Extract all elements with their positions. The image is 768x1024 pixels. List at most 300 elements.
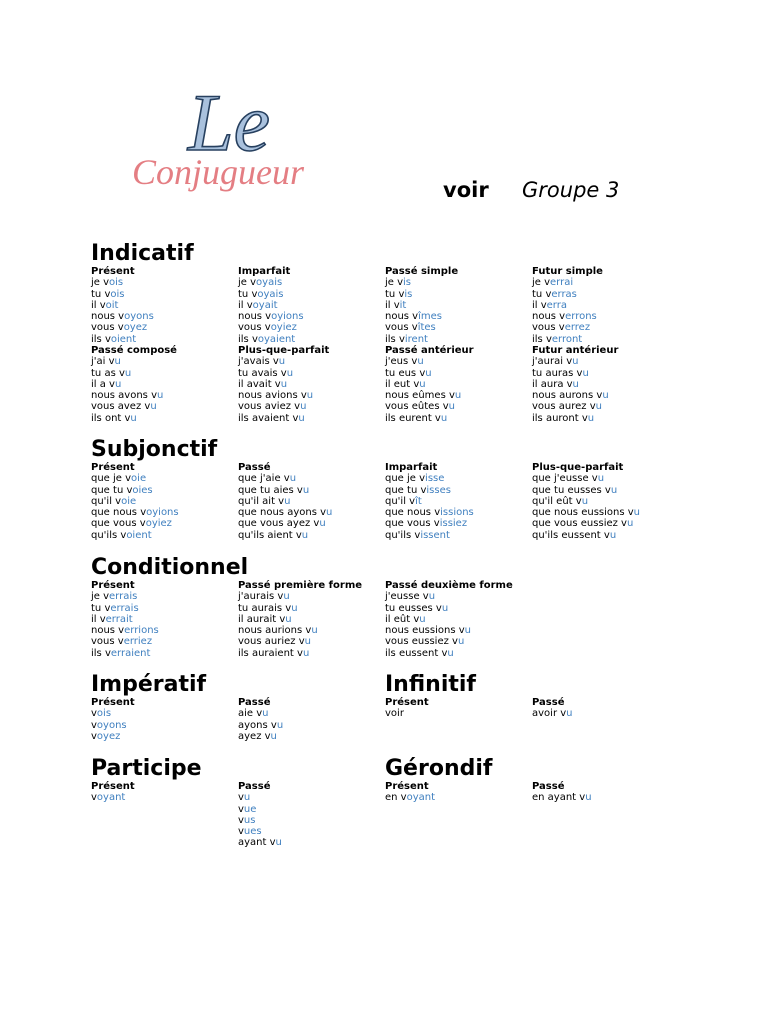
conjugation-line <box>532 530 678 541</box>
conjugation-stem: j'eusse v <box>385 591 429 603</box>
conjugation-stem: qu'ils v <box>385 529 421 541</box>
conjugation-stem: il v <box>385 299 400 311</box>
conjugation-ending: u <box>243 792 251 804</box>
conjugation-line <box>532 413 678 424</box>
conjugation-ending: ois <box>109 277 124 289</box>
conjugation-ending: u <box>609 529 617 541</box>
tense-block <box>532 462 678 541</box>
tense-block <box>91 580 237 659</box>
conjugation-ending: oyiez <box>145 518 172 530</box>
conjugation-stem: je v <box>91 591 110 603</box>
conjugation-stem: ils v <box>385 333 405 345</box>
conjugation-ending: oient <box>126 529 152 541</box>
conjugation-stem: j'aurai v <box>532 356 573 368</box>
conjugation-line <box>91 792 237 803</box>
conjugation-ending: u <box>464 625 471 637</box>
conjugation-stem: ils avaient v <box>238 412 299 424</box>
conjugation-ending: isse <box>425 473 445 485</box>
conjugation-stem: tu auras v <box>532 367 583 379</box>
conjugation-ending: ît <box>415 495 422 507</box>
conjugation-ending: u <box>289 473 297 485</box>
conjugation-line <box>385 530 531 541</box>
conjugation-line <box>238 496 384 507</box>
conjugation-ending: erront <box>551 333 583 345</box>
conjugation-line <box>91 636 237 647</box>
conjugation-stem: tu aurais v <box>238 602 292 614</box>
conjugation-ending: u <box>278 356 286 368</box>
conjugation-line <box>91 277 237 288</box>
conjugation-stem: ils v <box>91 647 111 659</box>
conjugation-line <box>532 708 678 719</box>
conjugation-stem: ils eussent v <box>385 647 448 659</box>
conjugation-ending: erriez <box>123 636 153 648</box>
conjugation-ending: oyons <box>124 311 154 323</box>
conjugation-stem: qu'ils aient v <box>238 529 302 541</box>
conjugation-line <box>532 322 678 333</box>
conjugation-stem: nous eussions v <box>385 625 465 637</box>
conjugation-line <box>238 815 384 826</box>
conjugation-stem: ils v <box>532 333 552 345</box>
conjugation-line <box>238 804 384 815</box>
conjugation-ending: u <box>610 484 618 496</box>
conjugation-ending: is <box>403 277 412 289</box>
conjugation-ending: oit <box>105 299 119 311</box>
conjugation-line <box>385 518 531 529</box>
conjugation-stem: que vous v <box>91 518 146 530</box>
section-gerondif: Gérondif <box>385 756 493 781</box>
conjugation-line <box>238 720 384 731</box>
conjugation-ending: us <box>243 814 256 826</box>
conjugation-ending: oyons <box>96 719 127 731</box>
conjugation-ending: îmes <box>418 311 442 323</box>
tense-name: Plus-que-parfait <box>238 345 330 356</box>
conjugation-ending: u <box>300 401 307 413</box>
conjugation-stem: v <box>238 814 244 826</box>
conjugation-stem: que tu eusses v <box>532 484 611 496</box>
conjugation-line <box>385 485 531 496</box>
conjugation-ending: u <box>572 356 579 368</box>
conjugation-ending: oyions <box>271 311 304 323</box>
conjugation-stem: ils ont v <box>91 412 131 424</box>
conjugation-line <box>532 496 678 507</box>
tense-block <box>238 266 384 345</box>
conjugation-line <box>238 289 384 300</box>
tense-name: Présent <box>385 697 429 708</box>
conjugation-line <box>238 603 384 614</box>
conjugation-ending: errais <box>109 591 138 603</box>
conjugation-ending: u <box>130 412 137 424</box>
conjugation-stem: il v <box>238 299 253 311</box>
conjugation-line <box>532 379 678 390</box>
conjugation-stem: ayez v <box>238 730 271 742</box>
conjugation-ending: u <box>283 591 290 603</box>
le-conjugueur-logo <box>128 80 328 202</box>
conjugation-line <box>238 356 384 367</box>
tense-block <box>91 697 237 742</box>
conjugation-stem: qu'ils eussent v <box>532 529 610 541</box>
conjugation-ending: oyez <box>96 730 121 742</box>
conjugation-ending: u <box>284 495 291 507</box>
conjugation-stem: en v <box>385 792 407 804</box>
conjugation-stem: vous v <box>385 322 418 334</box>
conjugation-stem: v <box>91 719 97 731</box>
conjugation-ending: u <box>286 367 294 379</box>
conjugation-stem: ils eurent v <box>385 412 441 424</box>
conjugation-line <box>532 390 678 401</box>
verb-group: Groupe 3 <box>522 178 620 202</box>
conjugation-line <box>91 496 237 507</box>
tense-block <box>238 781 384 849</box>
conjugation-ending: u <box>114 356 121 368</box>
conjugation-line <box>532 289 678 300</box>
tense-name: Passé <box>238 781 271 792</box>
conjugation-line <box>238 322 384 333</box>
conjugation-ending: errait <box>105 613 133 625</box>
conjugation-line <box>238 591 384 602</box>
conjugation-ending: u <box>587 412 595 424</box>
conjugation-ending: u <box>150 401 157 413</box>
conjugation-line <box>385 708 531 719</box>
tense-name: Passé <box>532 697 565 708</box>
conjugation-line <box>238 625 384 636</box>
conjugation-ending: u <box>114 378 122 390</box>
conjugation-stem: que j'aie v <box>238 473 290 485</box>
conjugation-line <box>532 311 678 322</box>
conjugation-line <box>385 603 531 614</box>
conjugation-line <box>385 413 531 424</box>
conjugation-stem: nous v <box>91 311 125 323</box>
tense-name: Présent <box>385 781 429 792</box>
conjugation-line <box>91 648 237 659</box>
conjugation-stem: je v <box>532 277 551 289</box>
conjugation-stem: nous v <box>532 311 566 323</box>
tense-block <box>238 580 384 659</box>
conjugation-ending: errions <box>124 625 159 637</box>
conjugation-line <box>385 289 531 300</box>
conjugation-stem: il v <box>91 299 106 311</box>
conjugation-ending: issent <box>420 529 450 541</box>
conjugation-line <box>238 708 384 719</box>
tense-block <box>91 781 237 804</box>
tense-block <box>385 697 531 720</box>
verb-title: voir <box>443 178 489 202</box>
conjugation-line <box>532 356 678 367</box>
conjugation-line <box>385 636 531 647</box>
tense-block <box>91 266 237 345</box>
conjugation-ending: u <box>454 390 462 402</box>
conjugation-stem: que j'eusse v <box>532 473 598 485</box>
conjugation-stem: j'eus v <box>385 356 418 368</box>
conjugation-line <box>532 485 678 496</box>
conjugation-stem: ils v <box>238 333 258 345</box>
conjugation-ending: oyez <box>123 322 148 334</box>
conjugation-stem: que vous eussiez v <box>532 518 627 530</box>
conjugation-ending: erras <box>551 288 577 300</box>
conjugation-stem: j'avais v <box>238 356 279 368</box>
conjugation-stem: ils auront v <box>532 412 588 424</box>
conjugation-line <box>91 401 237 412</box>
conjugation-stem: que nous ayons v <box>238 507 327 519</box>
section-infinitif: Infinitif <box>385 672 476 697</box>
conjugation-line <box>238 300 384 311</box>
conjugation-stem: en ayant v <box>532 792 586 804</box>
conjugation-line <box>238 518 384 529</box>
tense-block <box>91 345 237 424</box>
conjugation-stem: vous aurez v <box>532 401 596 413</box>
tense-block <box>532 697 678 720</box>
conjugation-stem: qu'il v <box>385 495 416 507</box>
conjugation-stem: qu'il v <box>91 495 122 507</box>
conjugation-stem: vous v <box>238 322 271 334</box>
tense-block <box>532 345 678 424</box>
conjugation-ending: u <box>319 518 326 530</box>
conjugation-stem: ils v <box>91 333 111 345</box>
conjugation-stem: vous v <box>91 636 124 648</box>
logo-conjugueur-text: Conjugueur <box>132 152 305 192</box>
conjugation-ending: oient <box>110 333 137 345</box>
conjugation-ending: erraient <box>110 647 151 659</box>
conjugation-line <box>532 334 678 345</box>
conjugation-ending: u <box>566 708 573 720</box>
conjugation-line <box>532 368 678 379</box>
tense-name: Présent <box>91 697 135 708</box>
section-participe: Participe <box>91 756 202 781</box>
conjugation-line <box>91 603 237 614</box>
tense-name: Plus-que-parfait <box>532 462 624 473</box>
conjugation-line <box>238 826 384 837</box>
conjugation-stem: voir <box>385 708 404 720</box>
conjugation-ending: u <box>298 412 305 424</box>
tense-block <box>238 345 384 424</box>
conjugation-stem: que nous v <box>91 507 147 519</box>
conjugation-ending: u <box>457 636 465 648</box>
conjugation-line <box>532 401 678 412</box>
conjugation-stem: vous aviez v <box>238 401 301 413</box>
conjugation-stem: tu eusses v <box>385 602 442 614</box>
conjugation-line <box>91 530 237 541</box>
conjugation-ending: u <box>425 367 432 379</box>
conjugation-line <box>91 708 237 719</box>
conjugation-stem: nous v <box>238 311 272 323</box>
conjugation-line <box>238 837 384 848</box>
conjugation-stem: il a v <box>91 378 115 390</box>
tense-name: Futur simple <box>532 266 603 277</box>
conjugation-stem: tu v <box>532 288 552 300</box>
conjugation-ending: u <box>447 647 454 659</box>
tense-block <box>385 345 531 424</box>
conjugation-ending: u <box>326 507 333 519</box>
conjugation-ending: u <box>285 613 292 625</box>
conjugation-line <box>385 792 531 803</box>
conjugation-line <box>238 368 384 379</box>
conjugation-line <box>238 473 384 484</box>
conjugation-ending: isses <box>426 484 451 496</box>
tense-block <box>238 697 384 742</box>
tense-name: Passé deuxième forme <box>385 580 513 591</box>
conjugation-stem: tu v <box>91 602 111 614</box>
conjugation-ending: ois <box>96 708 112 720</box>
conjugation-line <box>91 390 237 401</box>
conjugation-stem: que tu v <box>385 484 427 496</box>
conjugation-ending: ues <box>243 826 262 838</box>
conjugation-stem: il aurait v <box>238 613 286 625</box>
conjugation-line <box>238 379 384 390</box>
conjugation-ending: oie <box>131 473 147 485</box>
conjugation-stem: tu avais v <box>238 367 287 379</box>
conjugation-ending: u <box>582 367 589 379</box>
conjugation-stem: nous aurons v <box>532 390 603 402</box>
conjugation-line <box>385 648 531 659</box>
conjugation-line <box>91 473 237 484</box>
conjugation-ending: u <box>302 647 310 659</box>
conjugation-stem: v <box>238 826 244 838</box>
conjugation-ending: u <box>302 484 310 496</box>
conjugation-line <box>91 731 237 742</box>
conjugation-stem: vous avez v <box>91 401 151 413</box>
conjugation-stem: que tu v <box>91 484 133 496</box>
conjugation-stem: il v <box>91 613 106 625</box>
conjugation-stem: nous eûmes v <box>385 390 455 402</box>
conjugation-ending: oyais <box>256 277 283 289</box>
conjugation-ending: u <box>157 390 164 402</box>
tense-name: Imparfait <box>238 266 291 277</box>
conjugation-line <box>91 625 237 636</box>
conjugation-line <box>238 401 384 412</box>
logo-le-text: Le <box>188 80 270 168</box>
conjugation-stem: v <box>91 730 97 742</box>
conjugation-line <box>91 289 237 300</box>
tense-block <box>238 462 384 541</box>
tense-name: Passé antérieur <box>385 345 474 356</box>
conjugation-ending: u <box>311 625 318 637</box>
conjugation-line <box>91 300 237 311</box>
conjugation-ending: u <box>572 378 579 390</box>
conjugation-ending: oyais <box>257 288 284 300</box>
conjugation-ending: u <box>595 401 602 413</box>
conjugation-ending: errais <box>110 602 139 614</box>
conjugation-stem: qu'ils v <box>91 529 127 541</box>
conjugation-ending: u <box>440 412 448 424</box>
conjugation-stem: nous avions v <box>238 390 307 402</box>
conjugation-line <box>91 591 237 602</box>
conjugation-ending: oie <box>121 495 137 507</box>
conjugation-stem: tu v <box>238 288 258 300</box>
conjugation-stem: nous v <box>91 625 125 637</box>
conjugation-line <box>238 507 384 518</box>
conjugation-stem: je v <box>385 277 404 289</box>
conjugation-ending: u <box>280 378 288 390</box>
conjugation-ending: oyiez <box>270 322 297 334</box>
conjugation-line <box>238 731 384 742</box>
conjugation-ending: u <box>419 378 426 390</box>
conjugation-ending: erra <box>546 299 567 311</box>
conjugation-stem: tu eus v <box>385 367 426 379</box>
conjugation-line <box>91 413 237 424</box>
section-indicatif: Indicatif <box>91 241 194 266</box>
conjugation-line <box>385 614 531 625</box>
conjugation-ending: u <box>301 529 309 541</box>
conjugation-ending: u <box>124 367 132 379</box>
conjugation-line <box>385 300 531 311</box>
conjugation-stem: il aura v <box>532 378 573 390</box>
conjugation-stem: ayant v <box>238 837 276 849</box>
conjugation-ending: u <box>306 390 314 402</box>
conjugation-stem: que nous eussions v <box>532 507 634 519</box>
conjugation-stem: il eût v <box>385 613 420 625</box>
conjugation-stem: ils auraient v <box>238 647 303 659</box>
conjugation-line <box>238 413 384 424</box>
conjugation-stem: avoir v <box>532 708 567 720</box>
conjugation-ending: oyions <box>146 507 179 519</box>
tense-name: Imparfait <box>385 462 438 473</box>
tense-name: Présent <box>91 462 135 473</box>
conjugation-stem: il avait v <box>238 378 281 390</box>
conjugation-ending: u <box>597 473 605 485</box>
conjugation-stem: vous auriez v <box>238 636 305 648</box>
conjugation-ending: u <box>275 837 282 849</box>
conjugation-stem: vous v <box>91 322 124 334</box>
conjugation-ending: u <box>262 708 269 720</box>
conjugation-line <box>532 473 678 484</box>
conjugation-ending: u <box>633 507 640 519</box>
conjugation-stem: ayons v <box>238 719 277 731</box>
tense-block <box>532 266 678 345</box>
conjugation-stem: j'aurais v <box>238 591 284 603</box>
conjugation-line <box>532 792 678 803</box>
conjugation-line <box>385 311 531 322</box>
conjugation-line <box>532 300 678 311</box>
conjugation-stem: nous v <box>385 311 419 323</box>
conjugation-line <box>238 636 384 647</box>
conjugation-ending: errai <box>550 277 574 289</box>
conjugation-stem: tu as v <box>91 367 125 379</box>
conjugation-stem: je v <box>91 277 110 289</box>
tense-name: Passé première forme <box>238 580 363 591</box>
conjugation-ending: u <box>270 730 277 742</box>
conjugation-stem: nous avons v <box>91 390 157 402</box>
conjugation-line <box>385 379 531 390</box>
tense-name: Passé <box>238 697 271 708</box>
conjugation-line <box>238 390 384 401</box>
conjugation-line <box>91 614 237 625</box>
conjugation-line <box>532 507 678 518</box>
conjugation-ending: u <box>304 636 311 648</box>
conjugation-line <box>238 648 384 659</box>
conjugation-line <box>385 507 531 518</box>
conjugation-line <box>238 277 384 288</box>
conjugation-line <box>385 591 531 602</box>
conjugation-line <box>385 322 531 333</box>
tense-name: Présent <box>91 781 135 792</box>
tense-block <box>385 580 531 659</box>
section-subjonctif: Subjonctif <box>91 437 218 462</box>
tense-name: Présent <box>91 266 135 277</box>
conjugation-ending: ois <box>110 288 125 300</box>
conjugation-line <box>91 720 237 731</box>
conjugation-line <box>238 334 384 345</box>
tense-name: Passé <box>532 781 565 792</box>
conjugation-line <box>385 334 531 345</box>
conjugation-line <box>238 311 384 322</box>
conjugation-line <box>385 277 531 288</box>
conjugation-line <box>91 311 237 322</box>
tense-block <box>385 781 531 804</box>
conjugation-line <box>532 518 678 529</box>
conjugation-ending: oyant <box>96 792 126 804</box>
conjugation-ending: it <box>399 299 407 311</box>
conjugation-ending: ue <box>243 803 257 815</box>
conjugation-line <box>385 473 531 484</box>
